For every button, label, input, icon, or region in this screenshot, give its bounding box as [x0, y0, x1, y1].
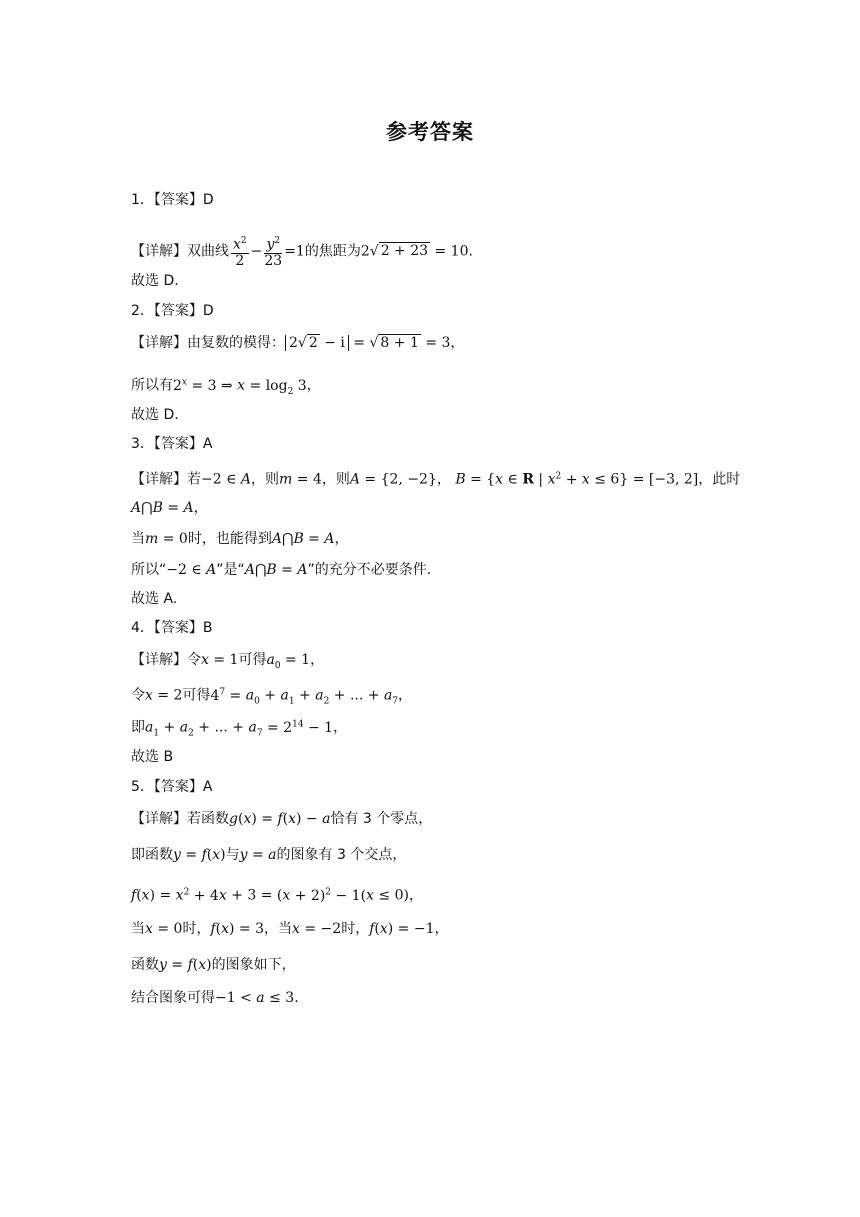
- q4-detail-3: 即$a_1 + a_2$ + ... + $a_7 = 2^{14} - 1$，: [131, 719, 348, 739]
- q4-detail-2: 令x = 2可得$4^7 = a_0 + a_1 + a_2$ + ... + $a_7$，: [131, 687, 413, 707]
- q3-detail-3: 当m = 0时，也能得到A⋂B = A，: [131, 531, 349, 547]
- q3-answer: 3．【答案】A: [131, 436, 213, 452]
- q5-detail-6: 结合图象可得−1 < a ≤ 3.: [131, 990, 299, 1006]
- q1-detail: 【详解】双曲线 $\frac{x^2}{2}$ − $\frac{y^2}{23}$ =1的焦距为2√ 2 + 23 = 10.: [131, 236, 473, 269]
- q5-detail-5: 函数y = f(x)的图象如下，: [131, 957, 296, 973]
- q5-answer: 5．【答案】A: [131, 779, 213, 795]
- q5-detail-3: $f(x) = x^2 + 4x + 3 = (x + 2)^2 - 1(x \le 0)$，: [131, 887, 423, 904]
- q5-detail-1: 【详解】若函数g(x) = f(x) − a恰有 3 个零点，: [131, 811, 433, 827]
- page-title: 参考答案: [386, 120, 474, 144]
- q1-choice: 故选 D.: [131, 273, 179, 289]
- q2-answer: 2．【答案】D: [131, 303, 214, 319]
- q3-detail-1: 【详解】若−2 ∈ A，则m = 4，则A = {2, −2}， B = {x ∈ R | $x^2 + x \le 6\} = [-3$, 2]，此时: [131, 471, 741, 488]
- q2-choice: 故选 D.: [131, 407, 179, 423]
- q1-answer: 1．【答案】D: [131, 192, 214, 208]
- q2-detail-2: 所以有$2^x = 3$ ⇒ $x = \log_2 3$，: [131, 377, 321, 397]
- q4-answer: 4．【答案】B: [131, 620, 213, 636]
- q3-choice: 故选 A.: [131, 591, 178, 607]
- q4-detail-1: 【详解】令x = 1可得$a_0 = 1$，: [131, 652, 325, 671]
- q3-detail-4: 所以“−2 ∈ A”是“A⋂B = A”的充分不必要条件.: [131, 562, 432, 578]
- q2-detail-1: 【详解】由复数的模得： 2√ 2 − i = √ 8 + 1 = 3，: [131, 335, 465, 351]
- q5-detail-4: 当x = 0时，f(x) = 3，当x = −2时，f(x) = −1，: [131, 921, 449, 937]
- q4-choice: 故选 B: [131, 749, 174, 765]
- q5-detail-2: 即函数y = f(x)与y = a的图象有 3 个交点，: [131, 847, 407, 863]
- q3-detail-2: A⋂B = A，: [131, 500, 208, 516]
